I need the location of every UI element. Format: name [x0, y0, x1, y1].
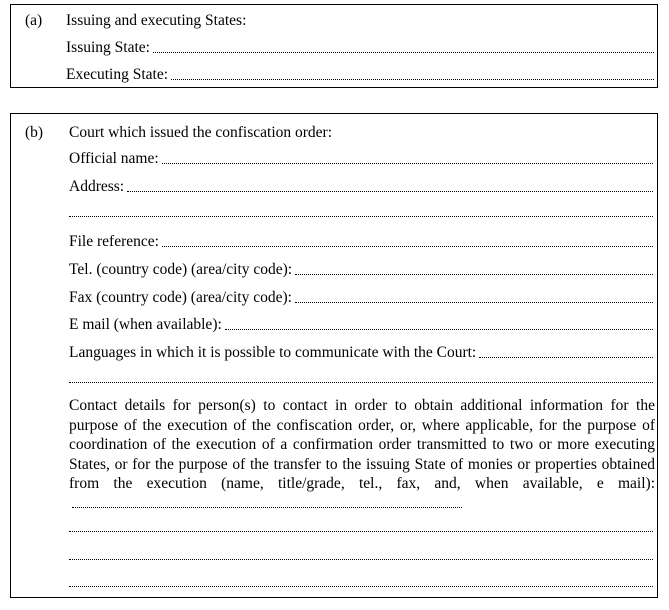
- issuing-state-field[interactable]: [66, 38, 654, 58]
- address-blank[interactable]: [127, 191, 653, 192]
- contact-details-blank-line-4[interactable]: [69, 586, 653, 587]
- email-label: E mail (when available):: [69, 316, 222, 333]
- fax-blank[interactable]: [295, 302, 653, 303]
- contact-details-paragraph: [69, 396, 655, 514]
- address-blank-line-2[interactable]: [69, 216, 653, 217]
- languages-field[interactable]: [69, 343, 653, 363]
- section-b-heading: Court which issued the confiscation order:: [69, 124, 333, 141]
- section-b-marker: (b): [25, 124, 44, 141]
- languages-label: Languages in which it is possible to communicate with the Court:: [69, 344, 477, 361]
- section-a-box: [10, 4, 658, 88]
- official-name-blank[interactable]: [162, 163, 653, 164]
- file-reference-label: File reference:: [69, 233, 159, 250]
- executing-state-field[interactable]: [66, 65, 654, 85]
- contact-details-blank-line-3[interactable]: [69, 559, 653, 560]
- issuing-state-blank[interactable]: [153, 52, 654, 53]
- section-b-box: [10, 113, 658, 598]
- contact-details-label: Contact details for person(s) to contact in order to obtain additional information for the purpose of the execution of the confiscation order, or, where applicable, for the purpose of coordination of the execution of a confirmation order transmitted to two or more executing States, or for the purpose of the transfer to the issuing State of monies or properties obtained from the execution (name, title/grade, tel., fax, and, when available, e mail):: [69, 397, 655, 493]
- official-name-field[interactable]: [69, 149, 653, 169]
- issuing-state-label: Issuing State:: [66, 39, 150, 56]
- fax-field[interactable]: [69, 288, 653, 308]
- file-reference-field[interactable]: [69, 232, 653, 252]
- languages-blank-line-2[interactable]: [69, 382, 653, 383]
- address-label: Address:: [69, 178, 125, 195]
- languages-blank[interactable]: [479, 357, 653, 358]
- fax-label: Fax (country code) (area/city code):: [69, 289, 292, 306]
- file-reference-blank[interactable]: [162, 246, 653, 247]
- tel-field[interactable]: [69, 260, 653, 280]
- official-name-label: Official name:: [69, 150, 159, 167]
- section-a-heading: Issuing and executing States:: [66, 12, 247, 29]
- tel-blank[interactable]: [295, 274, 653, 275]
- email-blank[interactable]: [225, 329, 653, 330]
- executing-state-blank[interactable]: [171, 79, 654, 80]
- contact-details-blank-line-2[interactable]: [69, 531, 653, 532]
- tel-label: Tel. (country code) (area/city code):: [69, 261, 293, 278]
- section-a-marker: (a): [25, 12, 43, 29]
- address-field[interactable]: [69, 177, 653, 197]
- email-field[interactable]: [69, 315, 653, 335]
- executing-state-label: Executing State:: [66, 66, 169, 83]
- contact-details-blank[interactable]: [72, 507, 462, 508]
